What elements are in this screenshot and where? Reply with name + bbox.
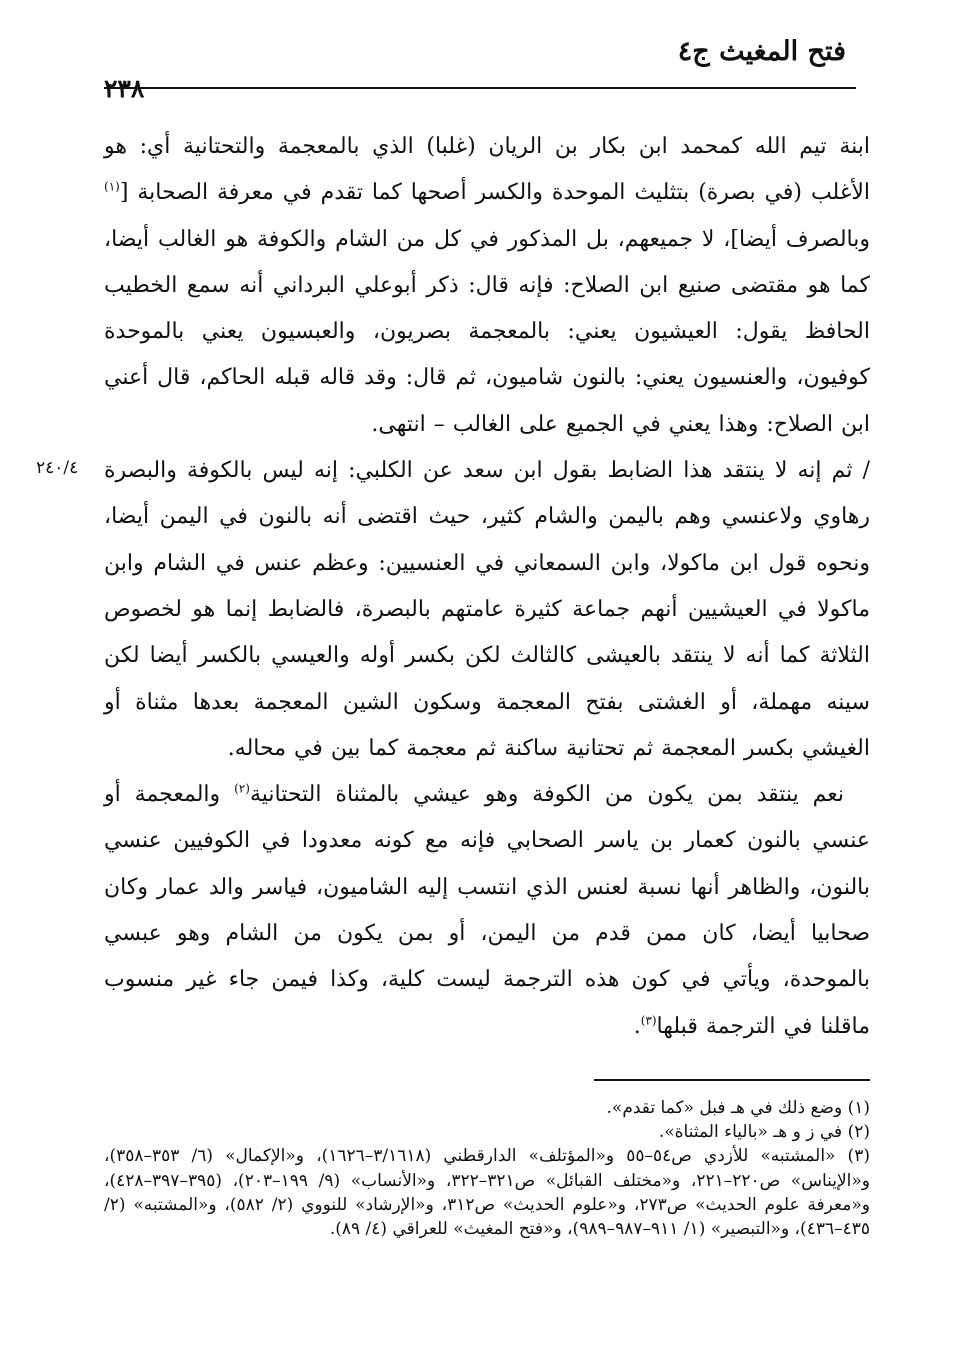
paragraph-text: نعم ينتقد بمن يكون من الكوفة وهو عيشي بالمثناة التحتانية (249, 782, 845, 808)
paragraph-text: ابنة تيم الله كمحمد ابن بكار بن الريان (غلبا) الذي بالمعجمة والتحتانية أي: هو الأغلب (في بصرة) بتثليث الموحدة والكسر أصحها كما تقدم في معرفة الصحابة [ (104, 134, 870, 206)
footnote-marker-2[interactable]: (٢) (234, 781, 250, 796)
margin-reference: ٢٤٠/٤ (36, 458, 79, 478)
paragraph-1 (104, 124, 870, 448)
footnote-separator (594, 1079, 870, 1081)
main-text (104, 124, 870, 1050)
header-rule (104, 87, 856, 89)
footnote-marker-1[interactable]: (١) (104, 179, 120, 194)
footnote-marker-3[interactable]: (٣) (640, 1013, 657, 1028)
footnote-3: (٣) «المشتبه» للأزدي ص٥٤–٥٥ و«المؤتلف» الدارقطني (٣/١٦١٨–١٦٢٦)، و«الإكمال» (٦/ ٣٥٣–٣٥٨)، و«الإيناس» ص٢٢٠–٢٢١، و«مختلف القبائل» ص٣٢١–٣٢٢، و«الأنساب» (٩/ ١٩٩–٢٠٣)، (٣٩٥–٣٩٧–٤٢٨)، و«معرفة علوم الحديث» ص٢٧٣، و«علوم الحديث» ص٣١٢، و«الإرشاد» للنووي (٢/ ٥٨٢)، و«المشتبه» (٢/ ٤٣٥–٤٣٦)، و«التبصير» (١/ ٩١١–٩٨٧–٩٨٩)، و«فتح المغيث» للعراقي (٤/ ٨٩). (104, 1146, 871, 1240)
paragraph-text: / ثم إنه لا ينتقد هذا الضابط بقول ابن سعد عن الكلبي: إنه ليس بالكوفة والبصرة رهاوي ولاعنسي وهم باليمن والشام كثير، حيث اقتضى أنه بالنون في اليمن أيضا، ونحوه قول ابن ماكولا، وابن السمعاني في العنسيين: وعظم عنس في الشام وابن ماكولا في العيشيين أنهم جماعة كثيرة عامتهم بالبصرة، فالضابط إنما هو لخصوص الثلاثة كما أنه لا ينتقد بالعيشى كالثالث لكن بكسر أوله والعيسي بالكسر أيضا لكن سينه مهملة، أو الغشتى بفتح المعجمة وسكون الشين المعجمة بعدها مثناة أو الغيشي بكسر المعجمة ثم تحتانية ساكنة ثم معجمة كما بين في محاله. (104, 458, 870, 761)
footnote-1: (١) وضع ذلك في هـ فبل «كما تقدم». (606, 1098, 870, 1118)
paragraph-text: وبالصرف أيضا]، لا جميعهم، بل المذكور في كل من الشام والكوفة هو الغالب أيضا، كما هو مقتضى صنيع ابن الصلاح: فإنه قال: ذكر أبوعلي البرداني أنه سمع الخطيب الحافظ يقول: العيشيون يعني: بالمعجمة بصريون، والعبسيون يعني بالموحدة كوفيون، والعنسيون يعني: بالنون شاميون، ثم قال: وقد قاله قبله الحاكم، قال أعني ابن الصلاح: وهذا يعني في الجميع على الغالب – انتهى. (104, 226, 870, 437)
paragraph-3 (104, 772, 870, 1050)
footnote-2: (٢) في ز و هـ «بالياء المثناة». (658, 1122, 870, 1143)
paragraph-text: . (633, 1013, 641, 1039)
page-number-block (104, 74, 284, 104)
footnotes (104, 1096, 870, 1241)
page-number: ٢٣٨ (104, 74, 145, 103)
paragraph-2 (104, 448, 870, 772)
running-header-title: فتح المغيث ج٤ (677, 36, 846, 67)
paragraph-text: والمعجمة أو عنسي بالنون كعمار بن ياسر الصحابي فإنه مع كونه معدودا في الكوفيين عنسي بالنون، والظاهر أنها نسبة لعنس الذي انتسب إليه الشاميون، فياسر والد عمار وكان صحابيا أيضا، كان ممن قدم من اليمن، أو بمن يكون من الشام وهو عبسي بالموحدة، ويأتي في كون هذه الترجمة ليست كلية، وكذا فيمن جاء غير منسوب ماقلنا في الترجمة قبلها (104, 782, 870, 1039)
